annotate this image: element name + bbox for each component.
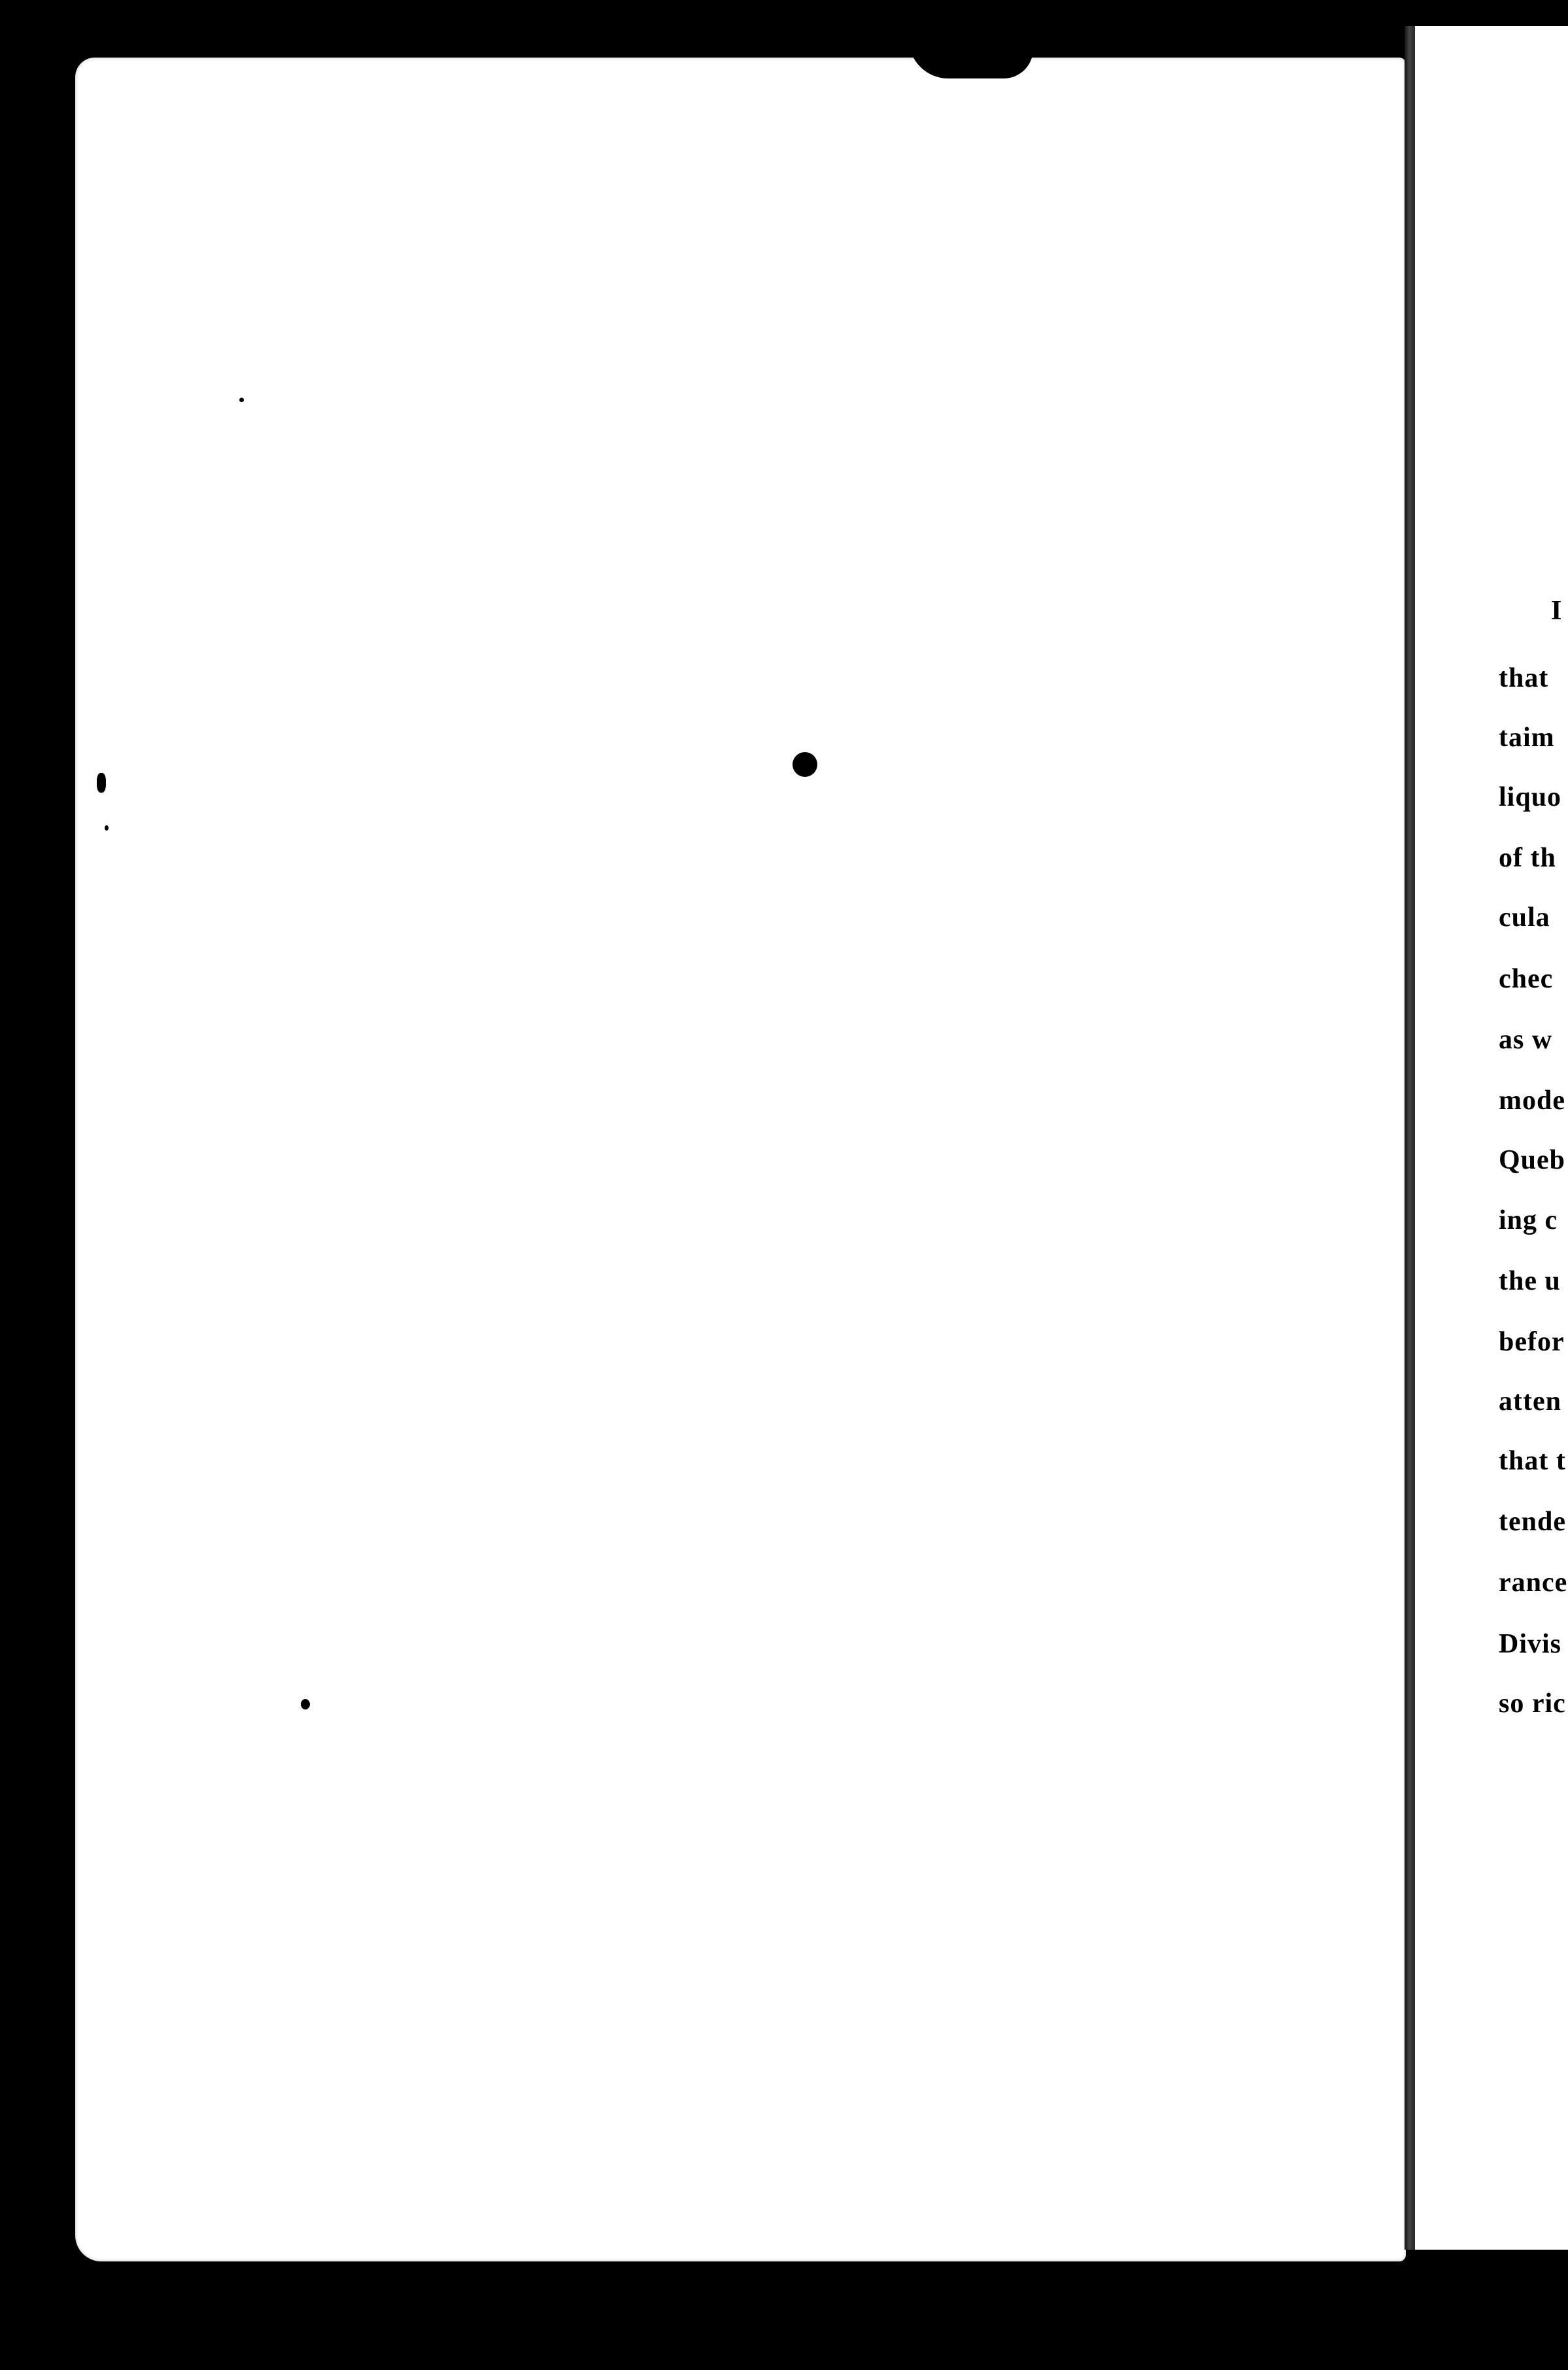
ink-speck — [793, 752, 817, 777]
text-line: ing c — [1499, 1205, 1558, 1235]
text-line: atten — [1499, 1386, 1561, 1417]
text-line: befor — [1499, 1327, 1565, 1357]
right-page — [1415, 26, 1568, 2250]
text-line: that t — [1499, 1446, 1566, 1476]
page-tear — [909, 39, 1033, 78]
text-line: I — [1551, 596, 1563, 626]
left-page-blank — [75, 58, 1406, 2261]
text-line: taim — [1499, 723, 1555, 753]
text-line: of th — [1499, 843, 1556, 873]
text-line: the u — [1499, 1266, 1561, 1296]
text-line: rance — [1499, 1568, 1568, 1598]
ink-speck — [301, 1699, 310, 1709]
text-line: liquo — [1499, 782, 1562, 812]
ink-speck — [97, 773, 106, 793]
text-line: Divis — [1499, 1629, 1562, 1659]
text-line: so ric — [1499, 1689, 1566, 1719]
text-line: as w — [1499, 1025, 1553, 1055]
ink-speck — [105, 825, 109, 831]
text-line: Queb — [1499, 1145, 1566, 1175]
text-line: cula — [1499, 902, 1550, 933]
ink-speck — [239, 398, 244, 402]
text-line: that — [1499, 663, 1549, 693]
text-line: mode — [1499, 1086, 1565, 1116]
text-line: chec — [1499, 964, 1554, 994]
text-line: tende — [1499, 1507, 1566, 1537]
